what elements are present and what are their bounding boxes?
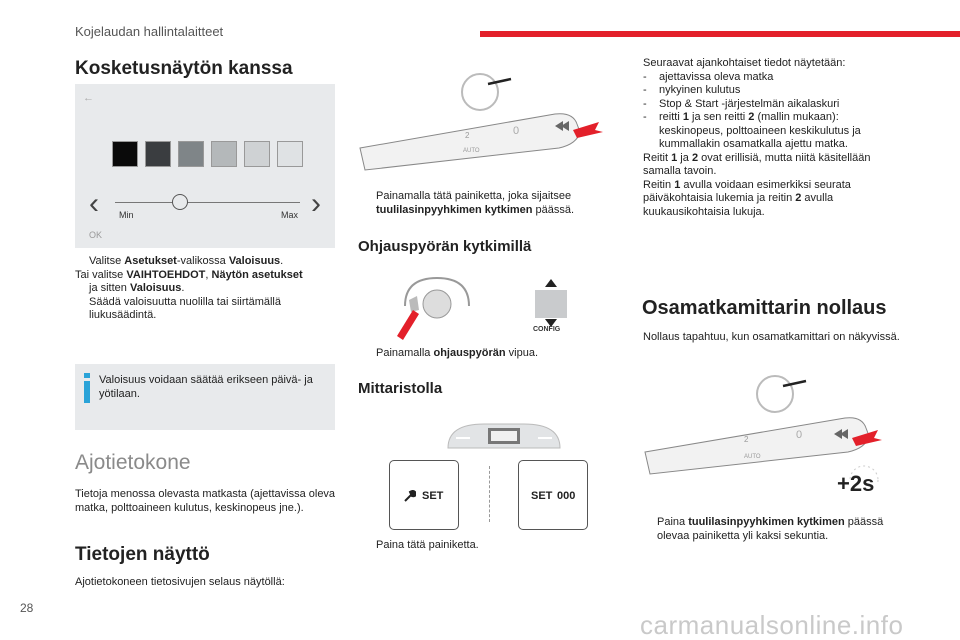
instruction-steering-stalk: Painamalla ohjauspyörän vipua. [362,347,612,361]
back-arrow-icon: ← [83,92,94,104]
svg-text:0: 0 [513,125,520,137]
arrow-up-icon [543,278,559,288]
slider-min-label: Min [119,210,134,220]
set-label: SET [422,490,444,502]
instruction-brightness: Valitse Asetukset-valikossa Valoisuus. Tai valitse VAIHTOEHDOT, Näytön asetukset ja sitten Valoisuus. Säädä valoisuutta nuolilla tai siirtämällä liukusäädintä. [75,255,303,321]
brightness-swatch [112,141,138,167]
instruction-reset: Paina tuulilasinpyyhkimen kytkimen päässä olevaa painiketta yli kaksi sekuntia. [643,516,905,543]
instruction-press-button: Paina tätä painiketta. [362,539,612,553]
page-number: 28 [20,601,34,615]
set-value: 000 [557,490,576,502]
config-label: CONFIG [533,326,561,333]
svg-text:0: 0 [796,429,803,441]
bullet-icon [362,539,376,553]
bullet-icon [362,347,376,361]
heading-trip-reset: Osamatkamittarin nollaus [642,297,887,319]
header-accent-bar [480,31,960,37]
heading-touchscreen: Kosketusnäytön kanssa [75,58,293,79]
heading-trip-computer: Ajotietokone [75,451,191,474]
instruction-wiper-button: Painamalla tätä painiketta, joka sijaitsee tuulilasinpyyhkimen kytkimen päässä. [362,190,612,217]
svg-text:2: 2 [744,435,749,444]
brightness-screen-illustration [75,84,335,248]
brightness-swatch [211,141,237,167]
wrench-icon [404,490,416,502]
bullet-icon [75,296,89,323]
chevron-left-icon: ‹ [89,187,99,220]
info-text: Valoisuus voidaan säätää erikseen päivä- ja yötilaan. [99,374,313,400]
brightness-swatch [277,141,303,167]
divider [489,466,490,522]
set-button-right [518,460,588,530]
trip-computer-text: Tietoja menossa olevasta matkasta (ajettavissa oleva matka, polttoaineen kulutus, keskinopeus jne.). [75,488,336,514]
watermark: carmanualsonline.info [640,610,904,640]
set-label: SET [531,490,553,502]
wiper-stalk-reset-illustration [640,372,900,482]
bullet-icon [643,516,657,543]
bullet-icon [362,190,376,217]
steering-wheel-illustration [395,270,475,340]
svg-text:AUTO: AUTO [463,148,480,154]
info-icon [83,373,91,403]
data-display-text: Ajotietokoneen tietosivujen selaus näytöllä: [75,576,285,588]
config-button [535,290,567,318]
section-title: Kojelaudan hallintalaitteet [75,24,224,39]
brightness-swatch [178,141,204,167]
info-note-box [75,364,335,430]
trip-data-list: Seuraavat ajankohtaiset tiedot näytetään: - ajettavissa oleva matka - nykyinen kulutus - Stop & Start -järjestelmän aikalaskuri - reitti 1 ja sen reitti 2 (mallin mukaan): keskinopeus, polttoaineen keskikulutus ja kummallakin osamatkalla ajettu matka. Reitit 1 ja 2 ovat erillisiä, mutta niitä käsitellään samalla tavoin. Reitin 1 avulla voidaan esimerkiksi seurata päiväkohtaisia lukemia ja reitin 2 avulla kuukausikohtaisia lukuja. [643,57,871,218]
slider-max-label: Max [281,210,299,220]
set-button-left [389,460,459,530]
wiper-stalk-illustration [355,70,605,180]
heading-steering-wheel: Ohjauspyörän kytkimillä [358,238,532,255]
brightness-slider-knob [172,194,188,210]
svg-text:2: 2 [465,131,470,140]
svg-text:AUTO: AUTO [744,454,761,460]
bullet-icon [75,255,89,269]
brightness-swatch [244,141,270,167]
instrument-panel-illustration [444,420,564,456]
heading-data-display: Tietojen näyttö [75,544,210,565]
ok-label: OK [89,230,103,240]
plus-2s-label: +2s [837,471,875,496]
brightness-slider-track [115,202,300,203]
heading-instrument-panel: Mittaristolla [358,380,443,397]
brightness-swatch [145,141,171,167]
chevron-right-icon: › [311,187,321,220]
trip-reset-text: Nollaus tapahtuu, kun osamatkamittari on näkyvissä. [643,331,900,343]
